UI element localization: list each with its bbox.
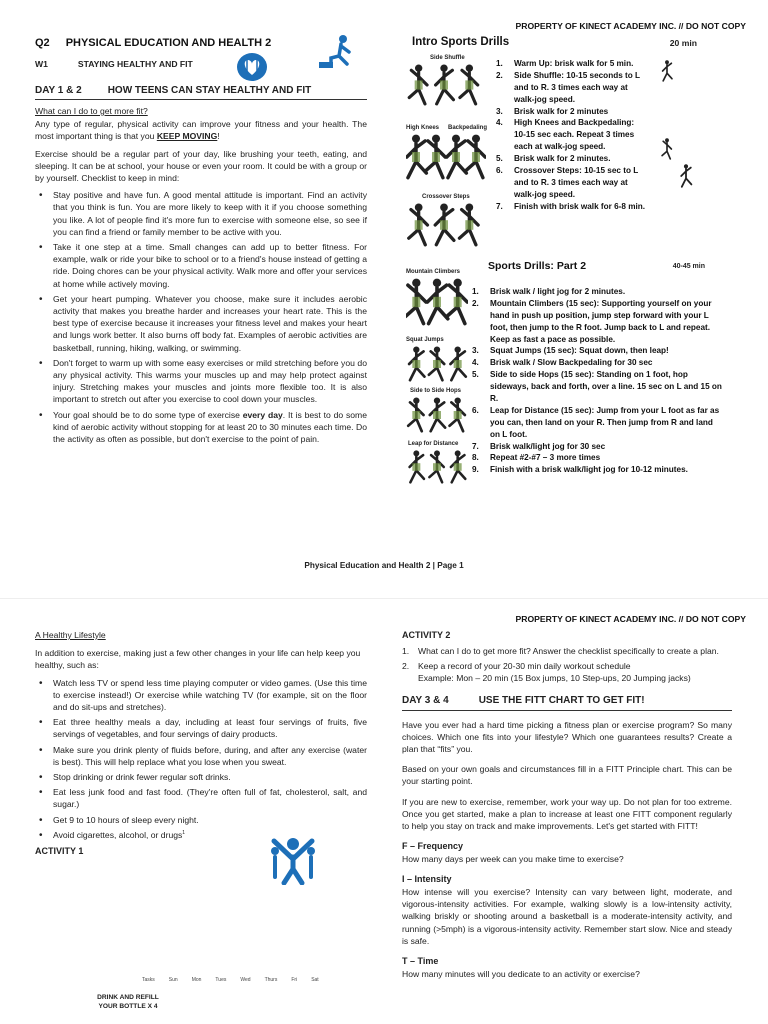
drill-step (402, 645, 732, 657)
exercise-illustration (406, 448, 468, 486)
list-item: • Don't forget to warm up with some easy exercises or mild stretching before you do any physical activity. This warms your muscles up and may help protect against injury. Stretching makes your muscles and joints more flexible too. It is also important to stretch out after you exercise to cool down your muscles. (35, 357, 367, 406)
exercise-illustration (406, 395, 468, 435)
keep-moving-emphasis: KEEP MOVING (156, 131, 218, 142)
drill-label: Mountain Climbers (406, 269, 461, 275)
intro-drills-steps (496, 58, 648, 213)
property-notice: PROPERTY OF KINECT ACADEMY INC. // DO NOT COPY (515, 614, 746, 624)
step-text: Warm Up: brisk walk for 5 min. (514, 59, 634, 68)
drill-step (496, 70, 648, 106)
fitt-paragraph: Have you ever had a hard time picking a fitness plan or exercise program? So many choices. Which one fits into your lifestyle? Which one guarantees results? Create a plan that “fits” you. (402, 719, 732, 754)
step-text: Mountain Climbers (15 sec): Supporting yourself on your hand in push up position, jump step forward with your L foot, then jump to the R foot. Jump back to L and repeat. Keep as fast a pace as possible. (490, 298, 712, 344)
step-number: 1. (472, 287, 479, 296)
step-text: Crossover Steps: 10-15 sec to L and to R. 3 times each way at walk-jog speed. (514, 166, 639, 199)
list-item: • Get your heart pumping. Whatever you choose, make sure it includes aerobic activity that makes you breathe harder and increases your heart rate. This is the best type of exercise because it increases your fitness level and makes your heart and lungs work better. It also burns off body fat. Examples of aerobic activities are basketball, running, hiking, walking, or swimming. (35, 293, 367, 354)
day-label: DAY 3 & 4 (402, 695, 449, 707)
drill-step (472, 369, 722, 405)
exercise-illustration (406, 344, 468, 384)
step-number: 9. (472, 465, 479, 475)
step-text: Brisk walk / Slow Backpedaling for 30 sec (490, 358, 653, 368)
drill-label: Side to Side Hops (410, 388, 462, 394)
step-number: 2. (472, 298, 479, 308)
part2-title: Sports Drills: Part 2 (488, 260, 587, 272)
list-item: • Take it one step at a time. Small changes can add up to better fitness. For example, walk or ride your bike to school or to a friend's house instead of getting a ride. Doing chores can be your physical activity. Walk more and offer your services at home while actively moving. (35, 241, 367, 290)
step-text: Brisk walk for 2 minutes. (514, 154, 611, 164)
runner-figure (660, 136, 674, 162)
frequency-heading: F – Frequency (402, 841, 464, 852)
exercise-illustration (406, 276, 468, 328)
drill-label: Backpedaling (448, 125, 488, 131)
step-exercise-icon (317, 34, 357, 70)
exercise-illustration (679, 162, 693, 190)
list-item: • Stay positive and have fun. A good mental attitude is important. Find an activity that you think is fun. You are more likely to keep with it if you choose something you like. A lot of people find it's more fun to exercise with someone else, so see if you can find a friend or family member to be active with you. (35, 189, 367, 238)
crossover-figure (406, 201, 482, 249)
drill-step (472, 405, 722, 441)
step-text: Keep a record of your 20-30 min daily workout schedule (418, 660, 631, 671)
tracker-task: DRINK AND REFILL YOUR BOTTLE X 4 (97, 994, 159, 1010)
intensity-text: How intense will you exercise? Intensity can vary between light, moderate, and vigorous-intensity activities. For example, walking slowly is a low-intensity activity, walking briskly or shooting around a basketball is a moderate-intensity activity, and running (>5mph) is a vigorous-intensity activity. Remember start slow. Nice and steady is safe. (402, 886, 732, 946)
list-item: • Stop drinking or drink fewer regular soft drinks. (35, 771, 367, 783)
fitt-paragraph: If you are new to exercise, remember, work your way up. Do not plan for too extreme. Once you get started, make a plan to increase at least one FITT component regularly to help you stay on track and make improvements. Let's get started with FITT! (402, 796, 732, 831)
day-header (402, 694, 732, 710)
step-number: 7. (472, 441, 479, 451)
intensity-heading: I – Intensity (402, 874, 452, 885)
drill-step (472, 464, 722, 476)
lifestyle-intro: In addition to exercise, making just a few other changes in your life can help keep you healthy, such as: (35, 648, 361, 671)
mountain-climbers-figure (406, 276, 468, 328)
intro-drills-section (402, 34, 727, 249)
exercise-illustration (660, 58, 674, 84)
page-footer: Physical Education and Health 2 | Page 1 (304, 561, 464, 570)
list-item: • Get 9 to 10 hours of sleep every night. (35, 814, 367, 826)
step-number: 7. (496, 201, 503, 211)
day-title: USE THE FITT CHART TO GET FIT! (478, 695, 645, 707)
tracker-day: Wed (240, 977, 251, 983)
step-number: 3. (496, 106, 503, 116)
people-group-icon (266, 835, 320, 885)
step-text: Squat Jumps (15 sec): Squat down, then leap! (490, 346, 669, 356)
lifestyle-title: A Healthy Lifestyle (35, 630, 106, 640)
drill-step (496, 106, 648, 118)
step-text: Repeat #2-#7 – 3 more times (490, 453, 601, 463)
tracker-day: Tues (215, 977, 227, 983)
step-number: 2. (402, 660, 410, 671)
step-text: Brisk walk/light jog for 30 sec (490, 441, 606, 451)
leap-figure (406, 448, 468, 486)
activity-1-heading: ACTIVITY 1 (35, 846, 84, 857)
list-item: • Your goal should be to do some type of exercise every day. It is best to do some kind of aerobic activity without stopping for at least 20 to 30 minutes each time. Do the activity as often as possible, but don't exercise to the point of pain. (35, 409, 367, 446)
step-text: High Knees and Backpedaling: 10-15 sec each. Repeat 3 times each at walk-jog speed. (514, 118, 635, 152)
drill-step (496, 117, 648, 153)
step-number: 6. (496, 166, 503, 176)
tracker-day: Fri (291, 977, 298, 983)
lifestyle-list (35, 677, 367, 826)
exercise-illustration (406, 201, 482, 249)
step-text: Finish with brisk walk for 6-8 min. (514, 201, 646, 211)
high-knees-figure (406, 132, 486, 182)
list-item: • Avoid cigarettes, alcohol, or drugs$^1$ (35, 829, 367, 841)
list-item: • Make sure you drink plenty of fluids before, during, and after any exercise (water is best). This will help replace what you lose when you sweat. (35, 744, 367, 768)
heart-fork-knife-icon (236, 52, 268, 82)
step-number: 3. (472, 346, 479, 356)
property-notice: PROPERTY OF KINECT ACADEMY INC. // DO NOT COPY (515, 21, 746, 31)
drill-step (496, 201, 648, 213)
activity-2-heading: ACTIVITY 2 (402, 630, 451, 640)
activity-2-list (402, 645, 732, 672)
squat-jumps-figure (406, 344, 468, 384)
drill-step (472, 357, 722, 369)
exercise-illustration (660, 136, 674, 162)
week-label: W1 (35, 58, 48, 69)
intro-paragraph: Any type of regular, physical activity can improve your fitness and your health. The most important thing is that you KEEP MOVING! (35, 119, 367, 142)
checklist-goal (35, 409, 367, 446)
runner-figure (660, 58, 674, 84)
quarter-label: Q2 (35, 37, 50, 49)
exercise-illustration (406, 62, 482, 108)
exercise-illustration (406, 132, 486, 182)
step-number: 4. (472, 358, 479, 368)
time-text: How many minutes will you dedicate to an activity or exercise? (402, 968, 640, 979)
question-heading: What can I do to get more fit? (35, 106, 148, 116)
exercise-paragraph: Exercise should be a regular part of your day, like brushing your teeth, eating, and sleeping. It can be at school, your house or even your room. It could be with a group or by yourself. Checklist to keep in mind: (35, 148, 367, 184)
drill-step (472, 345, 722, 357)
drill-step (496, 58, 648, 70)
tracker-day: Tasks (142, 977, 155, 983)
step-number: 1. (496, 59, 503, 68)
tracker-day: Thurs (264, 977, 278, 983)
list-item: • Watch less TV or spend less time playing computer or video games. (Use this time to exercise instead!) Or exercise while watching TV (for example, sit on the floor and do sit-ups and stretches). (35, 677, 367, 714)
step-number: 4. (496, 118, 503, 128)
week-title: STAYING HEALTHY AND FIT (77, 58, 193, 69)
subject-title: PHYSICAL EDUCATION AND HEALTH 2 (65, 37, 272, 49)
checklist (35, 189, 367, 405)
step-text: Brisk walk / light jog for 2 minutes. (490, 287, 626, 296)
drill-label: Crossover Steps (422, 194, 470, 200)
part2-steps (472, 286, 722, 476)
tracker-day: Mon (191, 977, 202, 983)
side-hops-figure (406, 395, 468, 435)
step-number: 5. (472, 370, 479, 380)
sports-drills-part2 (402, 258, 727, 488)
drill-step (496, 153, 648, 165)
drill-step (472, 452, 722, 464)
step-number: 2. (496, 70, 503, 80)
step-text: What can I do to get more fit? Answer the checklist specifically to create a plan. (418, 645, 719, 656)
fitt-paragraph: Based on your own goals and circumstances fill in a FITT Principle chart. This can be your starting point. (402, 764, 732, 787)
drill-label: High Knees (406, 125, 440, 131)
drill-label: Side Shuffle (430, 55, 465, 61)
step-text: Finish with a brisk walk/light jog for 10-12 minutes. (490, 465, 688, 475)
step-number: 5. (496, 154, 503, 164)
runner-figure (679, 162, 693, 190)
step-number: 6. (472, 405, 479, 415)
tracker-day: Sat (311, 977, 319, 983)
right-column (402, 629, 732, 980)
left-column (35, 36, 367, 448)
step-text: Leap for Distance (15 sec): Jump from your L foot as far as you can, then land on your R. Then jump from R and land on L foot. (490, 405, 720, 439)
day-header (35, 84, 367, 100)
step-text: Side to side Hops (15 sec): Standing on 1 foot, hop sideways, back and forth, over a line. 15 sec on L and 15 on R. (490, 370, 722, 404)
time-heading: T – Time (402, 955, 439, 966)
drill-label: Squat Jumps (406, 337, 444, 343)
drill-step (472, 298, 722, 346)
day-label: DAY 1 & 2 (35, 84, 82, 96)
step-number: 8. (472, 453, 479, 463)
page-2 (0, 598, 768, 1024)
intro-drills-duration: 20 min (669, 38, 697, 48)
drill-label: Leap for Distance (408, 441, 459, 447)
tracker-header-row (142, 977, 319, 984)
list-item: • Eat three healthy meals a day, including at least four servings of fruits, five servings of vegetables, and four servings of dairy products. (35, 716, 367, 740)
tracker-day: Sun (168, 977, 178, 983)
part2-duration: 40-45 min (672, 263, 705, 270)
frequency-text: How many days per week can you make time to exercise? (402, 853, 624, 864)
step-text: Brisk walk for 2 minutes (514, 106, 609, 116)
drill-step (472, 286, 722, 298)
side-shuffle-figure (406, 62, 482, 108)
activity-2-example: Example: Mon – 20 min (15 Box jumps, 10 Step-ups, 20 Jumping jacks) (418, 673, 691, 684)
left-column (35, 629, 367, 858)
day-title: HOW TEENS CAN STAY HEALTHY AND FIT (107, 84, 312, 96)
drill-step (496, 165, 648, 201)
drill-step (472, 441, 722, 453)
step-number: 1. (402, 645, 410, 656)
intro-drills-title: Intro Sports Drills (412, 36, 510, 48)
list-item: • Eat less junk food and fast food. (They're often full of fat, cholesterol, salt, and sugar.) (35, 786, 367, 810)
step-text: Side Shuffle: 10-15 seconds to L and to R. 3 times each way at walk-jog speed. (514, 70, 640, 104)
drill-step (402, 660, 732, 672)
